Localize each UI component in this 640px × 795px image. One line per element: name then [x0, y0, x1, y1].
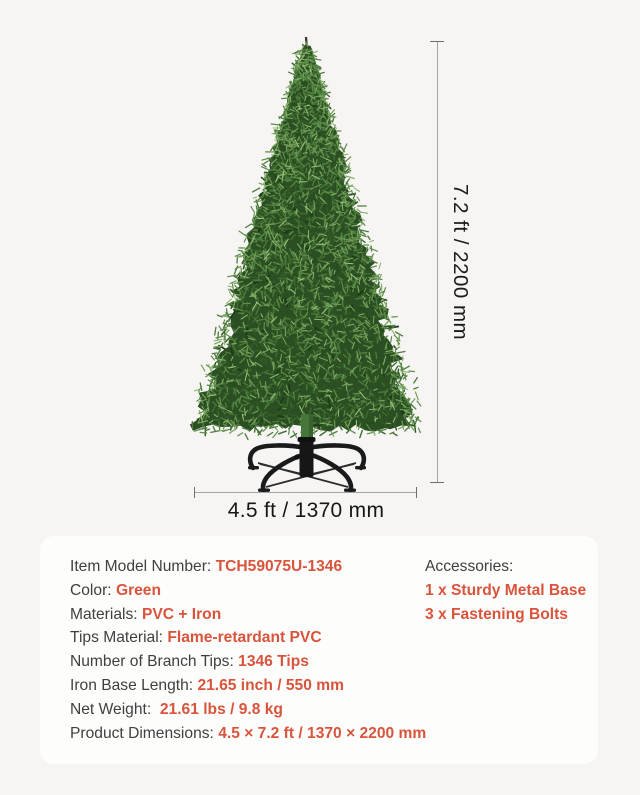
- height-dimension-line: [437, 42, 438, 483]
- width-dimension-line: [195, 492, 417, 493]
- spec-list-accessories: [425, 555, 586, 626]
- spec-value: 4.5 × 7.2 ft / 1370 × 2200 mm: [218, 724, 427, 742]
- height-dimension-bottom-tick: [430, 482, 444, 483]
- width-dimension-label: 4.5 ft / 1370 mm: [227, 499, 385, 522]
- spec-label: Iron Base Length:: [70, 676, 198, 694]
- spec-value: Green: [115, 581, 162, 599]
- spec-row: [70, 603, 426, 627]
- spec-value: 21.61 lbs / 9.8 kg: [159, 700, 283, 718]
- accessory-item: 1 x Sturdy Metal Base: [425, 581, 587, 599]
- height-dimension-label: 7.2 ft / 2200 mm: [449, 184, 472, 341]
- height-dimension-top-tick: [430, 41, 444, 42]
- spec-label: Item Model Number:: [70, 558, 216, 575]
- spec-row: [70, 555, 426, 579]
- spec-label: Tips Material:: [70, 629, 168, 647]
- spec-value: PVC + Iron: [141, 605, 222, 623]
- spec-label: Color:: [70, 581, 116, 599]
- spec-value: TCH59075U-1346: [215, 558, 343, 575]
- spec-value: 21.65 inch / 550 mm: [197, 676, 344, 694]
- spec-value: 1346 Tips: [238, 653, 309, 671]
- spec-row: [70, 626, 426, 650]
- spec-panel: [40, 536, 598, 764]
- width-dimension-left-tick: [194, 487, 195, 498]
- spec-label: Materials:: [70, 605, 142, 623]
- spec-label: Net Weight:: [70, 700, 160, 718]
- spec-row: [70, 579, 426, 603]
- accessories-heading: Accessories:: [425, 558, 514, 575]
- spec-value: Flame-retardant PVC: [167, 629, 322, 647]
- spec-row: [70, 698, 426, 722]
- spec-list-left: [70, 555, 426, 745]
- spec-row: [70, 674, 426, 698]
- accessory-item: 3 x Fastening Bolts: [425, 605, 568, 623]
- spec-row: [70, 722, 426, 746]
- spec-label: Product Dimensions:: [70, 724, 219, 742]
- spec-label: Number of Branch Tips:: [70, 653, 239, 671]
- spec-row: [70, 650, 426, 674]
- width-dimension-right-tick: [416, 487, 417, 498]
